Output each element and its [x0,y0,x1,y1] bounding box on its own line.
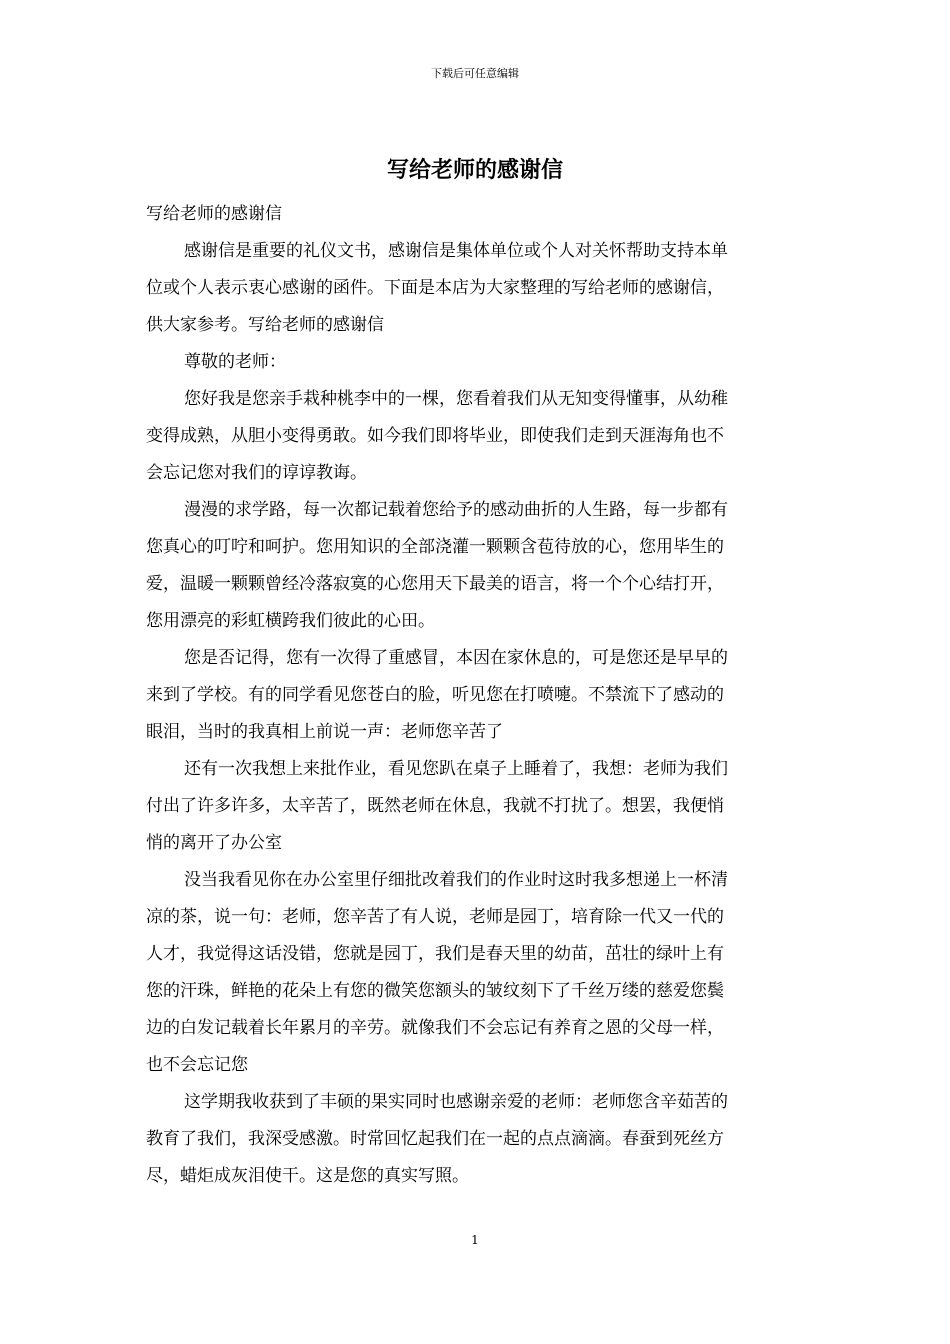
text-line: 凉的茶，说一句：老师，您辛苦了有人说，老师是园丁，培育除一代又一代的 [146,907,724,927]
text-line: 变得成熟，从胆小变得勇敢。如今我们即将毕业，即使我们走到天涯海角也不 [146,426,724,446]
text-line: 没当我看见你在办公室里仔细批改着我们的作业时这时我多想递上一杯清 [184,870,728,890]
text-line: 尽，蜡炬成灰泪使干。这是您的真实写照。 [146,1166,469,1186]
text-line: 位或个人表示衷心感谢的函件。下面是本店为大家整理的写给老师的感谢信， [146,278,724,298]
page-number: 1 [471,1233,479,1247]
text-line: 人才，我觉得这话没错，您就是园丁，我们是春天里的幼苗，茁壮的绿叶上有 [146,944,724,964]
text-line: 会忘记您对我们的谆谆教诲。 [146,463,367,483]
text-line: 悄的离开了办公室 [146,833,282,853]
text-line: 供大家参考。写给老师的感谢信 [146,315,384,335]
text-line: 边的白发记载着长年累月的辛劳。就像我们不会忘记有养育之恩的父母一样， [146,1018,724,1038]
text-line: 您真心的叮咛和呵护。您用知识的全部浇灌一颗颗含苞待放的心，您用毕生的 [146,537,724,557]
text-line: 也不会忘记您 [146,1055,248,1075]
document-title: 写给老师的感谢信 [386,157,563,183]
text-line: 教育了我们，我深受感激。时常回忆起我们在一起的点点滴滴。春蚕到死丝方 [146,1129,724,1149]
text-line: 您是否记得，您有一次得了重感冒，本因在家休息的，可是您还是早早的 [184,648,728,668]
text-line: 爱，温暖一颗颗曾经冷落寂寞的心您用天下最美的语言，将一个个心结打开， [146,574,724,594]
text-line: 还有一次我想上来批作业，看见您趴在桌子上睡着了，我想：老师为我们 [184,759,728,779]
text-line: 您用漂亮的彩虹横跨我们彼此的心田。 [146,611,435,631]
text-line: 您好我是您亲手栽种桃李中的一棵，您看着我们从无知变得懂事，从幼稚 [184,389,728,409]
text-line: 您的汗珠，鲜艳的花朵上有您的微笑您额头的皱纹刻下了千丝万缕的慈爱您鬓 [146,981,724,1001]
text-line: 漫漫的求学路，每一次都记载着您给予的感动曲折的人生路，每一步都有 [184,500,728,520]
header-note: 下载后可任意编辑 [431,67,519,80]
text-line: 来到了学校。有的同学看见您苍白的脸，听见您在打喷嚏。不禁流下了感动的 [146,685,724,705]
text-line: 写给老师的感谢信 [146,204,282,224]
document-body [146,196,808,1195]
text-line: 这学期我收获到了丰硕的果实同时也感谢亲爱的老师：老师您含辛茹苦的 [184,1092,728,1112]
text-line: 感谢信是重要的礼仪文书，感谢信是集体单位或个人对关怀帮助支持本单 [184,241,728,261]
text-line: 眼泪，当时的我真相上前说一声：老师您辛苦了 [146,722,503,742]
text-line: 付出了许多许多，太辛苦了，既然老师在休息，我就不打扰了。想罢，我便悄 [146,796,724,816]
text-line: 尊敬的老师： [184,352,286,372]
